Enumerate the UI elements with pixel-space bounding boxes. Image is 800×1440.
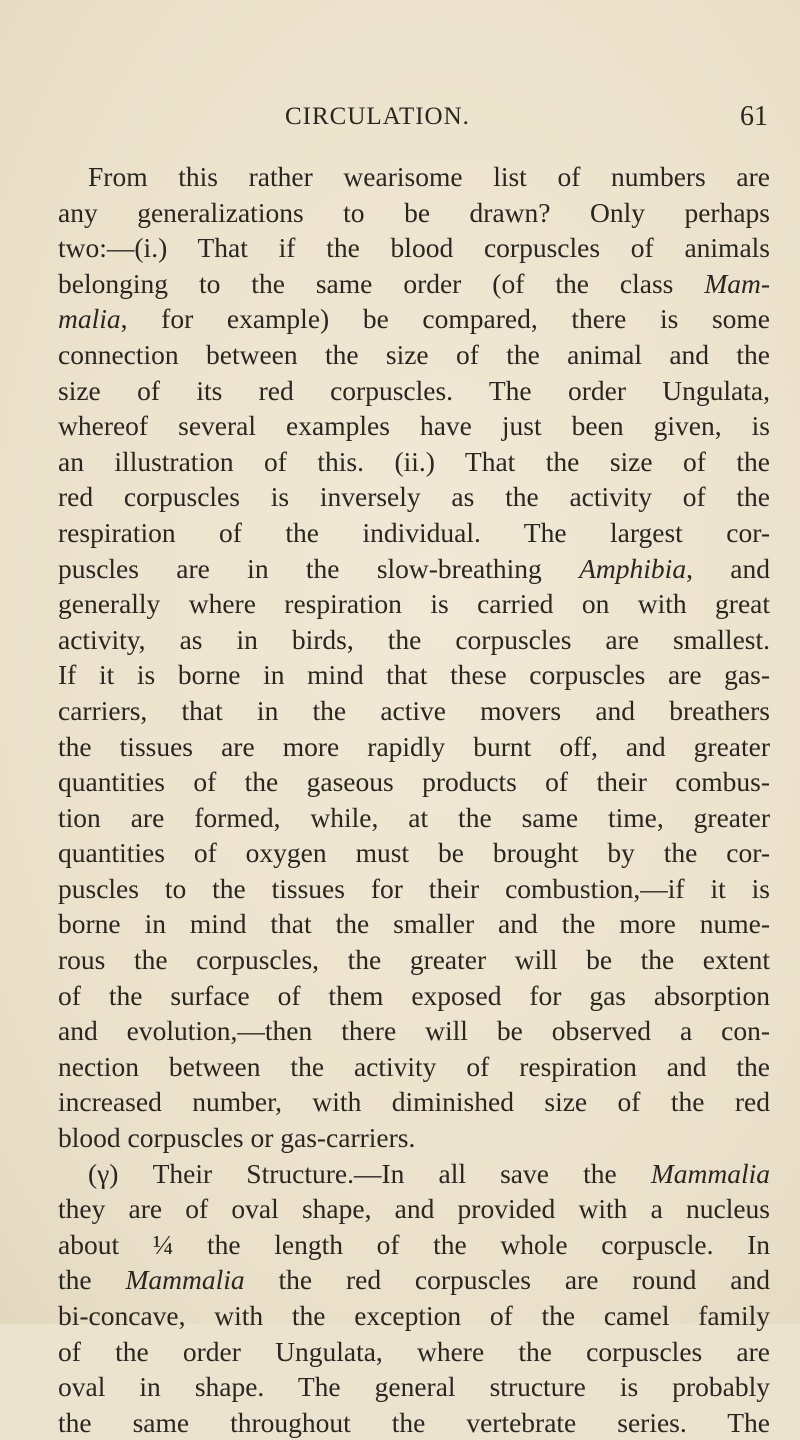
- text-line: [58, 906, 770, 942]
- text-run: size of its red corpuscles. The order Ungulata,: [58, 374, 770, 406]
- page-header: [58, 100, 770, 134]
- running-head: CIRCULATION.: [285, 103, 470, 130]
- text-line: [58, 586, 770, 622]
- text-run: the tissues are more rapidly burnt off, and greater: [58, 730, 770, 762]
- text-run: respiration of the individual. The largest cor-: [58, 516, 770, 548]
- text-run: nection between the activity of respiration and the: [58, 1050, 770, 1082]
- text-run: , for example) be compared, there is some: [120, 303, 770, 335]
- text-line: [58, 1227, 770, 1263]
- text-run: generally where respiration is carried on with great: [58, 588, 770, 620]
- text-line: [58, 1049, 770, 1085]
- text-line: [58, 1120, 770, 1156]
- text-line: [58, 1084, 770, 1120]
- text-run: belonging to the same order (of the class: [58, 267, 705, 299]
- text-line: [58, 301, 770, 337]
- italic-term: Amphibia: [579, 552, 687, 584]
- text-run: an illustration of this. (ii.) That the size of the: [58, 445, 770, 477]
- text-run: about ¼ the length of the whole corpuscle. In: [58, 1228, 770, 1260]
- text-run: carriers, that in the active movers and breathers: [58, 694, 770, 726]
- italic-term: Mammalia: [125, 1264, 245, 1296]
- text-line: [58, 1262, 770, 1298]
- text-run: red corpuscles is inversely as the activity of the: [58, 481, 770, 513]
- text-run: increased number, with diminished size of the red: [58, 1086, 770, 1118]
- text-run: the red corpuscles are round and: [244, 1264, 770, 1296]
- text-line: [58, 551, 770, 587]
- text-line: [58, 1334, 770, 1370]
- text-line: [58, 408, 770, 444]
- text-line: [58, 835, 770, 871]
- text-run: If it is borne in mind that these corpuscles are gas-: [58, 659, 770, 691]
- text-run: rous the corpuscles, the greater will be the extent: [58, 944, 770, 976]
- text-run: two:—(i.) That if the blood corpuscles of animals: [58, 232, 770, 264]
- text-run: the: [58, 1264, 126, 1296]
- page-number: 61: [740, 101, 768, 132]
- text-run: the same throughout the vertebrate series. The: [58, 1406, 770, 1438]
- text-line: [58, 729, 770, 765]
- text-line: [58, 1156, 770, 1192]
- text-run: activity, as in birds, the corpuscles are smallest.: [58, 623, 770, 655]
- text-line: [58, 373, 770, 409]
- text-run: , and: [686, 552, 770, 584]
- text-line: [58, 871, 770, 907]
- text-line: [58, 657, 770, 693]
- text-line: [58, 1369, 770, 1405]
- text-line: [58, 693, 770, 729]
- text-run: blood corpuscles or gas-carriers.: [58, 1122, 416, 1154]
- italic-term: Mam-: [704, 267, 770, 299]
- text-line: [58, 1405, 770, 1440]
- body-text: [58, 159, 770, 1440]
- text-run: and evolution,—then there will be observed a con-: [58, 1015, 770, 1047]
- text-line: [58, 622, 770, 658]
- text-line: [58, 479, 770, 515]
- text-line: [58, 230, 770, 266]
- text-run: any generalizations to be drawn? Only perhaps: [58, 196, 770, 228]
- text-line: [58, 444, 770, 480]
- text-line: [58, 337, 770, 373]
- text-run: connection between the size of the animal and the: [58, 338, 770, 370]
- text-line: [58, 764, 770, 800]
- text-run: (γ) Their Structure.—In all save the: [88, 1157, 651, 1189]
- text-run: quantities of oxygen must be brought by the cor-: [58, 837, 770, 869]
- text-run: puscles are in the slow-breathing: [58, 552, 580, 584]
- text-run: puscles to the tissues for their combustion,—if it is: [58, 872, 770, 904]
- text-run: quantities of the gaseous products of their combus-: [58, 766, 770, 798]
- text-line: [58, 159, 770, 195]
- text-run: oval in shape. The general structure is probably: [58, 1371, 770, 1403]
- text-line: [58, 515, 770, 551]
- text-run: of the surface of them exposed for gas absorption: [58, 979, 770, 1011]
- text-run: tion are formed, while, at the same time, greater: [58, 801, 770, 833]
- italic-term: malia: [58, 303, 121, 335]
- text-line: [58, 800, 770, 836]
- text-line: [58, 1298, 770, 1334]
- text-run: they are of oval shape, and provided with a nucleus: [58, 1193, 770, 1225]
- text-run: of the order Ungulata, where the corpuscles are: [58, 1335, 770, 1367]
- text-run: From this rather wearisome list of numbers are: [88, 161, 770, 192]
- text-run: borne in mind that the smaller and the more nume-: [58, 908, 770, 940]
- text-line: [58, 195, 770, 231]
- text-run: whereof several examples have just been given, is: [58, 410, 770, 442]
- text-line: [58, 1013, 770, 1049]
- text-line: [58, 1191, 770, 1227]
- text-line: [58, 978, 770, 1014]
- italic-term: Mammalia: [650, 1157, 770, 1189]
- text-run: bi-concave, with the exception of the camel family: [58, 1300, 770, 1331]
- text-line: [58, 942, 770, 978]
- text-line: [58, 266, 770, 302]
